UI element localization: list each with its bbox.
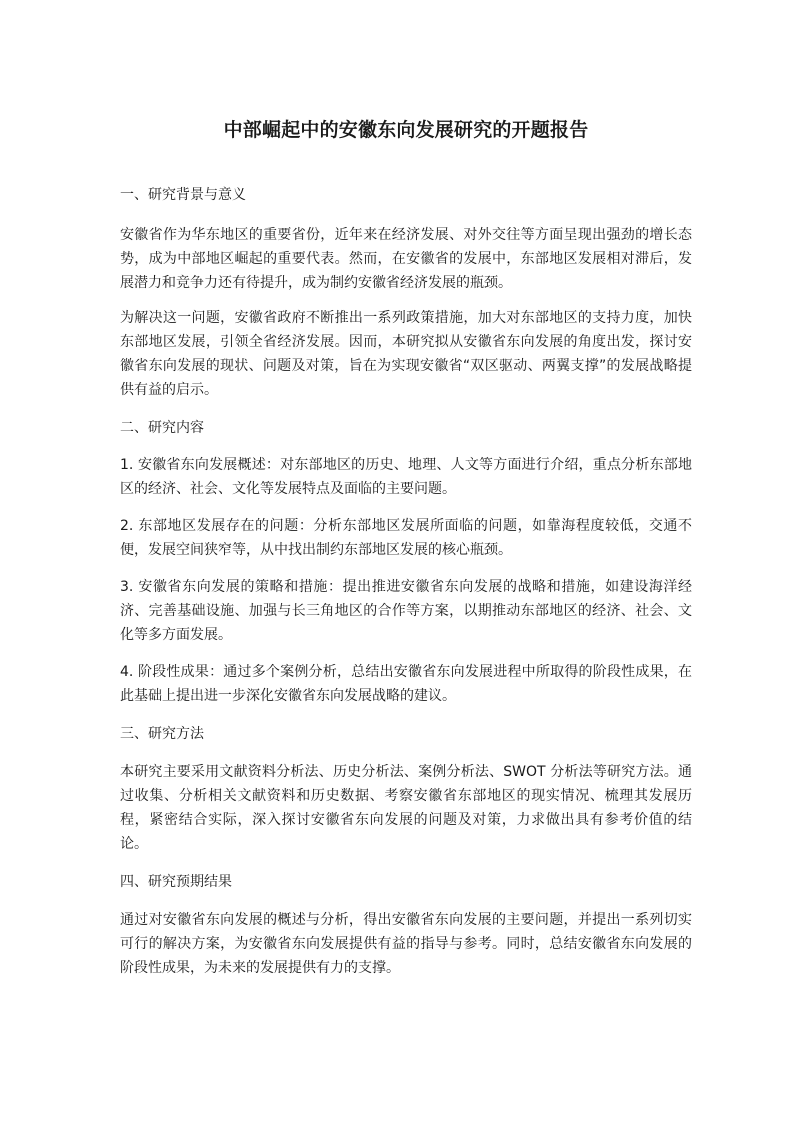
section-heading-results: 四、研究预期结果 <box>120 874 232 890</box>
section-heading-background: 一、研究背景与意义 <box>120 187 246 203</box>
paragraph-background-1: 安徽省作为华东地区的重要省份，近年来在经济发展、对外交往等方面呈现出强劲的增长态势，成为中部地区崛起的重要代表。然而，在安徽省的发展中，东部地区发展相对滞后，发展潜力和竞争力还有待提升，成为制约安徽省经济发展的瓶颈。 <box>120 227 692 291</box>
paragraph-results: 通过对安徽省东向发展的概述与分析，得出安徽省东向发展的主要问题，并提出一系列切实可行的解决方案，为安徽省东向发展提供有益的指导与参考。同时，总结安徽省东向发展的阶段性成果，为未来的发展提供有力的支撑。 <box>120 912 692 976</box>
content-item-1: 1. 安徽省东向发展概述：对东部地区的历史、地理、人文等方面进行介绍，重点分析东部地区的经济、社会、文化等发展特点及面临的主要问题。 <box>120 457 692 497</box>
section-heading-methods: 三、研究方法 <box>120 726 204 742</box>
content-item-4: 4. 阶段性成果：通过多个案例分析，总结出安徽省东向发展进程中所取得的阶段性成果，在此基础上提出进一步深化安徽省东向发展战略的建议。 <box>120 664 692 704</box>
content-item-2: 2. 东部地区发展存在的问题：分析东部地区发展所面临的问题，如靠海程度较低，交通不便，发展空间狭窄等，从中找出制约东部地区发展的核心瓶颈。 <box>120 518 692 558</box>
paragraph-background-2: 为解决这一问题，安徽省政府不断推出一系列政策措施，加大对东部地区的支持力度，加快东部地区发展，引领全省经济发展。因而，本研究拟从安徽省东向发展的角度出发，探讨安徽省东向发展的现状、问题及对策，旨在为实现安徽省“双区驱动、两翼支撑”的发展战略提供有益的启示。 <box>120 310 692 398</box>
document-title: 中部崛起中的安徽东向发展研究的开题报告 <box>223 119 589 141</box>
content-item-3: 3. 安徽省东向发展的策略和措施：提出推进安徽省东向发展的战略和措施，如建设海洋经济、完善基础设施、加强与长三角地区的合作等方案，以期推动东部地区的经济、社会、文化等多方面发展。 <box>120 579 692 643</box>
paragraph-methods: 本研究主要采用文献资料分析法、历史分析法、案例分析法、SWOT 分析法等研究方法。通过收集、分析相关文献资料和历史数据、考察安徽省东部地区的现实情况、梳理其发展历程，紧密结合实际，深入探讨安徽省东向发展的问题及对策，力求做出具有参考价值的结论。 <box>120 764 692 852</box>
section-heading-content: 二、研究内容 <box>120 420 204 436</box>
